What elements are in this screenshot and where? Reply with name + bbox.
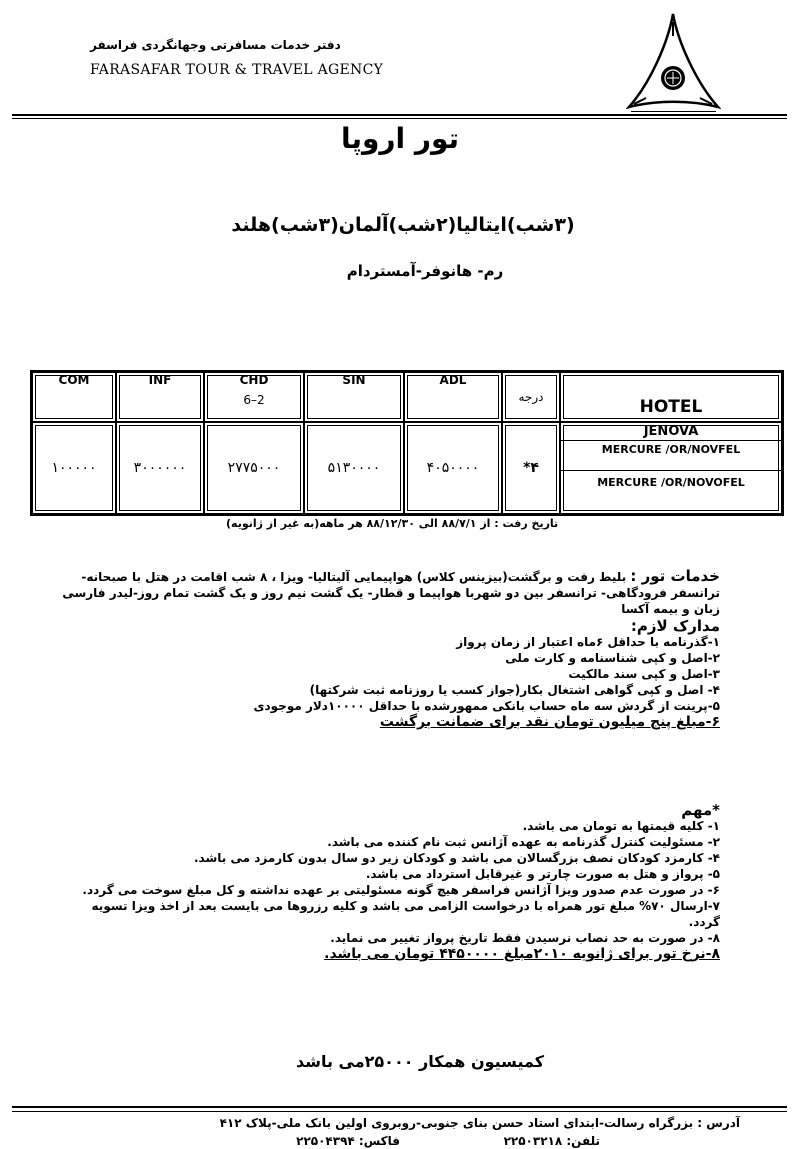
agency-name-en: FARASAFAR TOUR & TRAVEL AGENCY [90,62,384,78]
list-item: ۲-اصل و کپی شناسنامه و کارت ملی [505,651,720,665]
guarantee-note: ۶-مبلغ پنج میلیون تومان نقد برای ضمانت برگشت [379,714,720,730]
cell-grade: *۴ [502,422,560,514]
col-adl: ADL [404,372,502,422]
services-line: بلیط رفت و برگشت(بیزینس کلاس) هواپیمایی آلیتالیا- ویزا ، ۸ شب اقامت در هتل با صبحانه- [81,570,627,584]
tour-route: (۳شب)ایتالیا(۲شب)آلمان(۳شب)هلند [231,214,575,236]
footer-rule-thin [12,1111,787,1112]
tour-cities: رم- هانوفر-آمستردام [346,262,504,280]
list-item: ۴- کارمزد کودکان نصف بزرگسالان می باشد و کودکان زیر دو سال بدون کارمزد می باشد. [193,851,720,865]
commission-note: کمیسیون همکار ۲۵۰۰۰می باشد [295,1052,545,1071]
chd-age-range: 6–2 [243,393,265,407]
departure-dates: تاریخ رفت : از ۸۸/۷/۱ الی ۸۸/۱۲/۳۰ هر ماهه(به غیر از ژانویه) [226,517,559,530]
important-title: *مهم [681,801,720,819]
list-item: ۸- در صورت به حد نصاب نرسیدن فقط تاریخ پرواز تغییر می نماید. [330,931,720,945]
table-header-row [32,372,782,422]
footer-phone: تلفن: ۲۲۵۰۳۲۱۸ [503,1134,600,1148]
list-item: ۵-پرینت از گردش سه ماه حساب بانکی ممهورشده با حداقل ۱۰۰۰۰دلار موجودی [253,699,720,713]
footer-rule [12,1106,787,1108]
col-hotel: HOTEL [560,372,782,422]
page-title: تور اروپا [340,122,460,155]
documents-title: مدارک لازم: [630,617,720,635]
hotel-name: JENOVA [561,423,781,441]
list-item: ۶- در صورت عدم صدور ویزا آژانس فراسفر هیچ گونه مسئولیتی بر عهده نداشته و کل مبلغ سوخت می گردد. [82,883,720,897]
agency-name-fa: دفتر خدمات مسافرتی وجهانگردی فراسفر [90,38,341,52]
cell-sin: ۵۱۳۰۰۰۰ [304,422,404,514]
list-item: گردد. [688,915,720,929]
col-sin: SIN [304,372,404,422]
col-grade: درجه [502,372,560,422]
important-section [82,802,720,962]
services-section [62,568,720,730]
services-line: زبان و بیمه آکسا [621,602,720,616]
col-com: COM [32,372,116,422]
list-item: ۴- اصل و کپی گواهی اشتغال بکار(جواز کسب یا روزنامه ثبت شرکتها) [309,683,720,697]
list-item: ۵- پرواز و هتل به صورت چارتر و غیرقابل استرداد می باشد. [365,867,720,881]
services-label: خدمات تور : [630,567,720,585]
list-item: ۷-ارسال ۷۰% مبلغ تور همراه با درخواست الزامی می باشد و کلیه رزروها می بایست بعد از اخذ ویزا تسویه [91,899,720,913]
cell-hotels [560,422,782,514]
cell-inf: ۳۰۰۰۰۰۰ [116,422,204,514]
list-item: ۱- کلیه قیمتها به تومان می باشد. [522,819,720,833]
cell-adl: ۴۰۵۰۰۰۰ [404,422,502,514]
header-rule-thin [12,118,787,119]
table-row [32,422,782,514]
footer-fax: فاکس: ۲۲۵۰۴۳۹۴ [296,1134,400,1148]
list-item: ۱-گذرنامه با حداقل ۶ماه اعتبار از زمان پرواز [456,635,720,649]
cell-chd: ۲۷۷۵۰۰۰ [204,422,304,514]
cell-com: ۱۰۰۰۰۰ [32,422,116,514]
hotel-name: MERCURE /OR/NOVFEL [561,441,781,471]
january-price-note: ۸-نرخ تور برای ژانویه ۲۰۱۰مبلغ ۴۴۵۰۰۰۰ تومان می باشد. [324,946,720,962]
price-table [30,370,784,516]
agency-logo-icon [626,12,721,112]
header-rule [12,114,787,116]
services-line: ترانسفر فرودگاهی- ترانسفر بین دو شهربا هواپیما و قطار- یک گشت نیم روز و یک گشت تمام روز-لیدر فارسی [62,586,720,600]
col-chd: CHD 6–2 [204,372,304,422]
col-inf: INF [116,372,204,422]
footer-address: آدرس : بزرگراه رسالت-ابتدای استاد حسن بنای جنوبی-روبروی اولین بانک ملی-پلاک ۴۱۲ [219,1116,740,1130]
list-item: ۳-اصل و کپی سند مالکیت [568,667,720,681]
list-item: ۲- مسئولیت کنترل گذرنامه به عهده آژانس ثبت نام کننده می باشد. [327,835,720,849]
hotel-name: MERCURE /OR/NOVOFEL [597,476,745,489]
